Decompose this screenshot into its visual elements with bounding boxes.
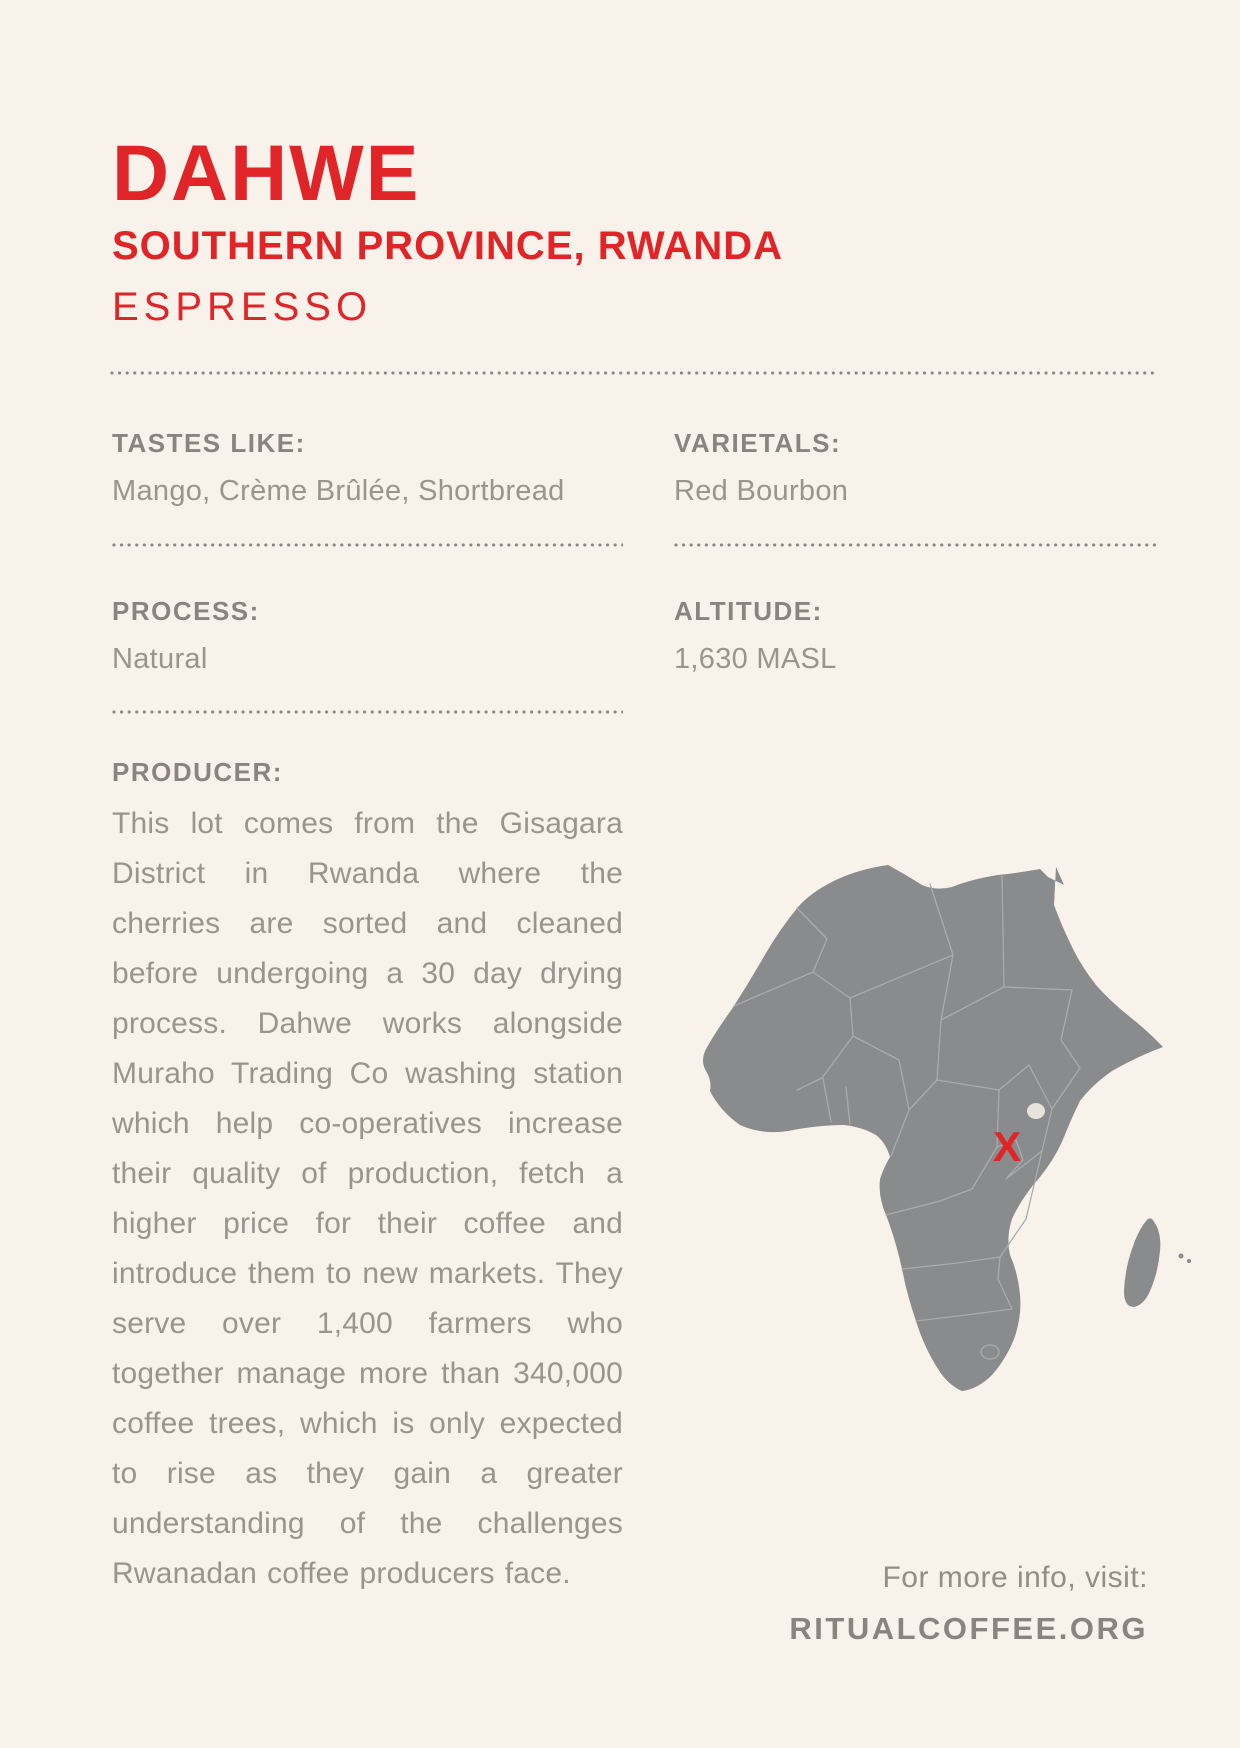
africa-silhouette [703,865,1163,1391]
dotted-divider-left [112,543,623,547]
varietals-value: Red Bourbon [674,475,849,507]
page-title: DAHWE [112,128,421,217]
dotted-divider-right [674,543,1158,547]
location-marker-x: X [992,1123,1022,1170]
small-island-dot [1187,1259,1191,1263]
altitude-value: 1,630 MASL [674,643,837,675]
footer-website-link[interactable]: RITUALCOFFEE.ORG [789,1611,1148,1646]
producer-label: PRODUCER: [112,757,283,787]
footer-info-text: For more info, visit: [882,1561,1148,1594]
roast-type: ESPRESSO [112,285,373,329]
footer [789,1560,1148,1647]
process-value: Natural [112,643,208,675]
producer-description: This lot comes from the Gisagara District in Rwanda where the cherries are sorted and cleaned before undergoing a 30 day drying process. Dahwe works alongside Muraho Trading Co washing station which help co-operatives increase their quality of production, fetch a higher price for their coffee and introduce them to new markets. They serve over 1,400 farmers who together manage more than 340,000 coffee trees, which is only expected to rise as they gain a greater understanding of the challenges Rwanadan coffee producers face. [112,807,623,1590]
africa-map [700,858,1200,1395]
varietals-label: VARIETALS: [674,428,842,458]
tastes-like-label: TASTES LIKE: [112,428,306,458]
small-island-dot [1179,1254,1184,1259]
dotted-divider-main [110,371,1158,375]
process-label: PROCESS: [112,596,260,626]
madagascar-island [1124,1218,1160,1307]
tastes-like-value: Mango, Crème Brûlée, Shortbread [112,475,565,507]
page-subtitle: SOUTHERN PROVINCE, RWANDA [112,224,783,268]
dotted-divider-producer [112,710,623,714]
altitude-label: ALTITUDE: [674,596,823,626]
